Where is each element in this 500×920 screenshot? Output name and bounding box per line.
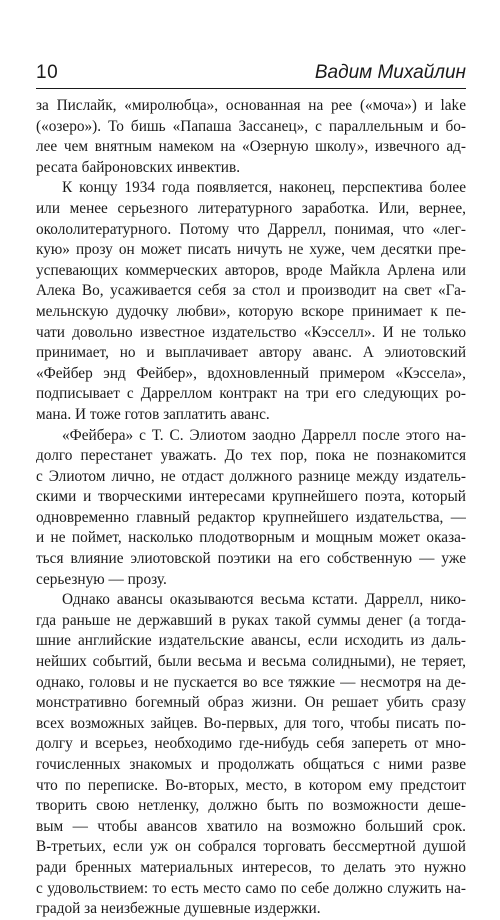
text-line: лее чем внятным намеком на «Озерную школу», извечного ад- [36, 138, 466, 156]
text-line: однако, головы и не пускается во все тяжкие — несмотря на де- [36, 673, 466, 691]
text-line: мельнскую дудочку любви», которую вскоре принимает к пе- [36, 302, 466, 320]
text-line: серьезную — прозу. [36, 570, 167, 588]
text-line: что по переписке. Во-вторых, место, в котором ему предстоит [36, 776, 466, 794]
text-line: вым — чтобы авансов хватило на возможно больший срок. [36, 817, 466, 835]
paragraph [36, 590, 466, 920]
text-line: монстративно богемный образ жизни. Он решает убить сразу [36, 694, 466, 712]
paragraph [36, 178, 466, 425]
page-number: 10 [36, 62, 59, 83]
text-line: творить свою нетленку, должно быть по возможности деше- [36, 797, 466, 815]
text-line: «Фейбера» с Т. С. Элиотом заодно Даррелл после этого на- [62, 426, 466, 444]
text-line: долгу и всерьез, необходимо где-нибудь себя запереть от мно- [36, 735, 466, 753]
text-line: шние английские издательские авансы, если исходить из даль- [36, 632, 466, 650]
header-rule [36, 88, 466, 89]
text-line: скими и творческими интересами крупнейшего поэта, который [36, 488, 466, 506]
page-header [36, 62, 466, 86]
text-line: и не поймет, насколько плодотворным и мощным может оказа- [36, 529, 466, 547]
text-line: кую» прозу он может писать ничуть не хуже, чем десятки пре- [36, 241, 466, 259]
text-line: долго перестанет уважать. До тех пор, пока не познакомится [36, 447, 466, 465]
paragraph [36, 96, 466, 178]
text-line: одновременно главный редактор крупнейшего издательства, — [36, 508, 466, 526]
text-line: успевающих коммерческих авторов, вроде Майкла Арлена или [36, 261, 466, 279]
text-line: («озеро»). То бишь «Папаша Зассанец», с параллельным и бо- [36, 117, 466, 135]
text-line: с удовольствием: то есть место само по себе должно служить на- [36, 879, 466, 897]
text-line: Алека Во, усаживается себя за стол и производит на свет «Га- [36, 282, 466, 300]
text-line: всех возможных зайцев. Во-первых, для того, чтобы писать по- [36, 714, 466, 732]
text-line: ресата байроновских инвектив. [36, 158, 241, 176]
text-line: за Пислайк, «миролюбца», основанная на pee («моча») и lake [36, 97, 466, 114]
text-line: «Фейбер энд Фейбер», вдохновленный примером «Кэссела», [36, 364, 466, 382]
text-line: Однако авансы оказываются весьма кстати. Даррелл, нико- [62, 591, 466, 609]
text-line: градой за неизбежные душевные издержки. [36, 900, 321, 918]
text-line: с Элиотом лично, не отдаст должного разнице между издатель- [36, 467, 466, 485]
text-line: принимает, но и выплачивает автору аванс. А элиотовский [36, 344, 466, 362]
text-line: нейших событий, были весьма и весьма солидными), не теряет, [36, 653, 466, 671]
text-line: чати довольно известное издательство «Кэсселл». И не только [36, 323, 466, 341]
text-line: гда раньше не державший в руках такой суммы денег (а тогда- [36, 611, 466, 629]
text-line: мана. И тоже готов заплатить аванс. [36, 405, 270, 423]
body-text [36, 96, 466, 920]
running-head: Вадим Михайлин [314, 62, 466, 83]
text-line: или менее серьезного литературного заработка. Или, вернее, [36, 199, 466, 217]
text-line: К концу 1934 года появляется, наконец, перспектива более [62, 179, 466, 197]
text-line: гочисленных знакомых и продолжать общаться с ними разве [36, 756, 466, 773]
text-line: окололитературного. Потому что Даррелл, понимая, что «лег- [36, 220, 466, 238]
text-line: ради бренных материальных интересов, то делать это нужно [36, 858, 466, 876]
text-line: В-третьих, если уж он собрался торговать бессмертной душой [36, 838, 466, 856]
text-line: ться влияние элиотовской поэтики на его собственную — уже [36, 550, 466, 568]
paragraph [36, 426, 466, 591]
text-line: подписывает с Дарреллом контракт на три его следующих ро- [36, 385, 466, 403]
